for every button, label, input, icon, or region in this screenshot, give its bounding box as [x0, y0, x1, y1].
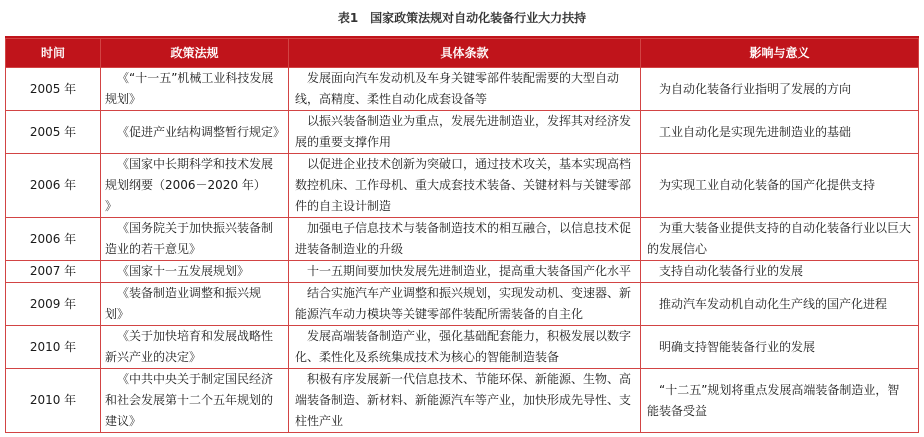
policy-cell — [101, 218, 288, 260]
impact-cell — [641, 369, 918, 432]
impact-line: 能装备受益 — [647, 403, 708, 418]
impact-line: 支持自动化装备行业的发展 — [659, 264, 804, 278]
policy-line: 和社会发展第十二个五年规划的 — [105, 393, 274, 407]
clause-line: 积极有序发展新一代信息技术、节能环保、新能源、生物、高 — [307, 372, 632, 386]
year-cell: 2006 年 — [6, 218, 100, 260]
clause-line: 以促进企业技术创新为突破口，通过技术攻关，基本实现高档 — [307, 157, 632, 171]
header-row — [6, 39, 918, 67]
impact-line: 的发展信心 — [647, 242, 708, 256]
clause-line: 十一五期间要加快发展先进制造业，提高重大装备国产化水平 — [307, 264, 632, 278]
table-title: 国家政策法规对自动化装备行业大力扶持 — [370, 11, 587, 25]
clause-cell — [289, 283, 640, 325]
clause-line: 展的重要支撑作用 — [295, 135, 392, 149]
policy-line: 建议》 — [105, 414, 142, 428]
policy-line: 规划》 — [105, 92, 142, 106]
policy-cell — [101, 68, 288, 110]
policy-line: 》 — [105, 199, 118, 213]
policy-cell — [101, 154, 288, 217]
policy-line: 《促进产业结构调整暂行规定》 — [117, 124, 286, 139]
clause-cell — [289, 261, 640, 282]
year-cell: 2010 年 — [6, 369, 100, 432]
impact-line: “十二五”规划将重点发展高端装备制造业，智 — [659, 382, 900, 397]
table-row — [6, 283, 918, 325]
clause-cell — [289, 218, 640, 260]
clause-cell — [289, 154, 640, 217]
clause-line: 能源汽车动力模块等关键零部件装配所需装备的自主化 — [295, 307, 584, 321]
table-row — [6, 68, 918, 110]
clause-line: 结合实施汽车产业调整和振兴规划，实现发动机、变速器、新 — [307, 286, 632, 300]
year-cell: 2009 年 — [6, 283, 100, 325]
clause-line: 化、柔性化及系统集成技术为核心的智能制造装备 — [295, 350, 560, 364]
clause-line: 件的自主设计制造 — [295, 199, 392, 213]
table-number: 表1 — [337, 11, 359, 25]
policy-line: 《国务院关于加快振兴装备制 — [117, 221, 274, 235]
clause-line: 加强电子信息技术与装备制造技术的相互融合，以信息技术促 — [307, 221, 632, 235]
table-row — [6, 369, 918, 432]
clause-cell — [289, 111, 640, 153]
impact-line: 为实现工业自动化装备的国产化提供支持 — [659, 178, 876, 192]
impact-cell — [641, 218, 918, 260]
impact-line: 为重大装备业提供支持的自动化装备行业以巨大 — [659, 221, 912, 235]
clause-cell — [289, 369, 640, 432]
clause-line: 数控机床、工作母机、重大成套技术装备、关键材料与关键零部 — [295, 178, 632, 192]
header-impact: 影响与意义 — [641, 39, 918, 67]
policy-line: 划》 — [105, 307, 130, 321]
policy-line: 《关于加快培育和发展战略性 — [117, 329, 274, 343]
table-row — [6, 326, 918, 368]
table-caption — [0, 9, 924, 27]
policy-line: 《国家中长期科学和技术发展 — [117, 157, 274, 171]
clause-cell — [289, 326, 640, 368]
impact-cell — [641, 326, 918, 368]
policy-line: 《国家十一五发展规划》 — [117, 264, 250, 278]
year-cell: 2005 年 — [6, 68, 100, 110]
policy-cell — [101, 261, 288, 282]
table-row — [6, 261, 918, 282]
year-cell: 2010 年 — [6, 326, 100, 368]
header-policy: 政策法规 — [101, 39, 288, 67]
policy-line: 《“十一五”机械工业科技发展 — [117, 71, 274, 85]
impact-cell — [641, 261, 918, 282]
clause-line: 线，高精度、柔性自动化成套设备等 — [295, 92, 488, 106]
policy-table — [5, 36, 919, 433]
clause-line: 端装备制造、新材料、新能源汽车等产业，加快形成先导性、支 — [295, 393, 632, 407]
impact-cell — [641, 111, 918, 153]
policy-cell — [101, 326, 288, 368]
clause-line: 进装备制造业的升级 — [295, 242, 404, 256]
year-cell: 2007 年 — [6, 261, 100, 282]
policy-line: 新兴产业的决定》 — [105, 350, 202, 364]
clause-line: 柱性产业 — [295, 414, 344, 428]
year-cell: 2006 年 — [6, 154, 100, 217]
policy-line: 《中共中央关于制定国民经济 — [117, 372, 274, 386]
table-row — [6, 154, 918, 217]
policy-line: 规划纲要（2006－2020 年） — [105, 178, 266, 192]
clause-line: 发展面向汽车发动机及车身关键零部件装配需要的大型自动 — [307, 71, 620, 85]
policy-line: 造业的若干意见》 — [105, 242, 202, 256]
table-row — [6, 218, 918, 260]
header-clause: 具体条款 — [289, 39, 640, 67]
policy-cell — [101, 111, 288, 153]
year-cell: 2005 年 — [6, 111, 100, 153]
impact-cell — [641, 154, 918, 217]
impact-line: 为自动化装备行业指明了发展的方向 — [659, 81, 852, 96]
policy-line: 《装备制造业调整和振兴规 — [117, 286, 262, 300]
impact-line: 工业自动化是实现先进制造业的基础 — [659, 124, 852, 139]
impact-cell — [641, 68, 918, 110]
clause-cell — [289, 68, 640, 110]
impact-line: 推动汽车发动机自动化生产线的国产化进程 — [659, 296, 888, 311]
impact-cell — [641, 283, 918, 325]
table-row — [6, 111, 918, 153]
clause-line: 以振兴装备制造业为重点，发展先进制造业，发挥其对经济发 — [307, 114, 632, 128]
policy-cell — [101, 283, 288, 325]
policy-cell — [101, 369, 288, 432]
header-time: 时间 — [6, 39, 100, 67]
clause-line: 发展高端装备制造产业，强化基础配套能力，积极发展以数字 — [307, 329, 632, 343]
impact-line: 明确支持智能装备行业的发展 — [659, 339, 816, 354]
